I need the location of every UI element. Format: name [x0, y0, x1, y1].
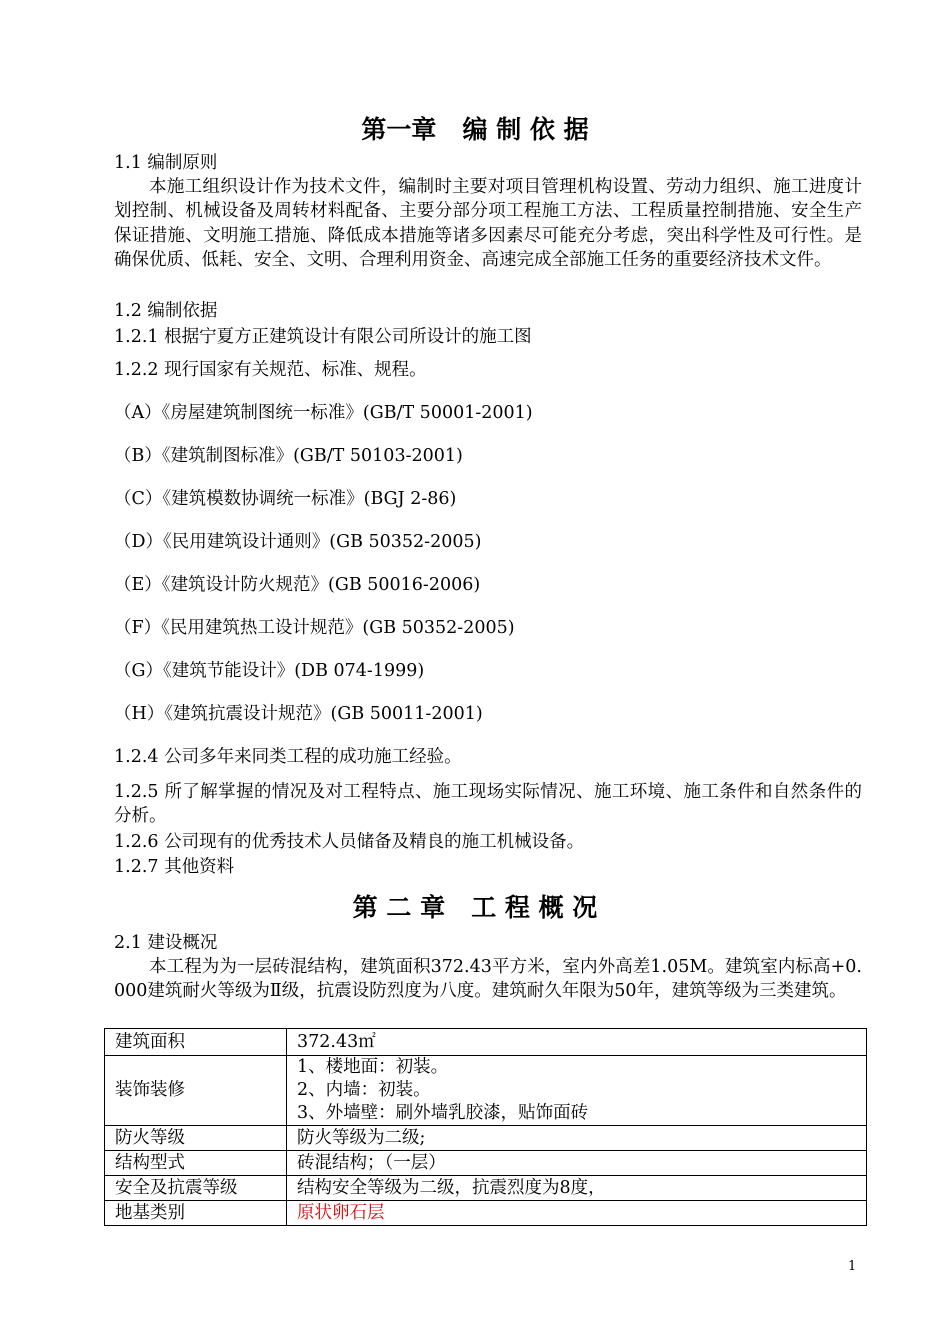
table-row	[105, 1056, 867, 1126]
table-row	[105, 1126, 867, 1151]
table-row	[105, 1151, 867, 1176]
standard-item: （C）《建筑模数协调统一标准》(BGJ 2-86)	[114, 489, 457, 509]
table-label-cell: 结构型式	[105, 1151, 287, 1176]
project-info-table	[104, 1028, 867, 1226]
table-label-cell: 装饰装修	[105, 1056, 287, 1126]
section-1-2-5: 1.2.5 所了解掌握的情况及对工程特点、施工现场实际情况、施工环境、施工条件和自然条件的分析。	[114, 782, 862, 827]
table-label-cell: 地基类别	[105, 1201, 287, 1226]
decor-item: 2、内墙：初装。	[297, 1080, 431, 1100]
table-value-cell	[287, 1056, 867, 1126]
table-value-cell: 372.43㎡	[287, 1029, 867, 1056]
section-1-2-6: 1.2.6 公司现有的优秀技术人员储备及精良的施工机械设备。	[114, 832, 585, 852]
table-value-cell: 防火等级为二级;	[287, 1126, 867, 1151]
page-number: 1	[848, 1259, 857, 1274]
chapter-2-title: 第 二 章 工 程 概 况	[352, 893, 598, 922]
section-1-2-2: 1.2.2 现行国家有关规范、标准、规程。	[114, 360, 427, 380]
table-value-cell: 砖混结构；（一层）	[287, 1151, 867, 1176]
standard-item: （H）《建筑抗震设计规范》(GB 50011-2001)	[114, 704, 483, 724]
table-row	[105, 1176, 867, 1201]
section-1-2-1: 1.2.1 根据宁夏方正建筑设计有限公司所设计的施工图	[114, 327, 532, 347]
table-label-cell: 安全及抗震等级	[105, 1176, 287, 1201]
decor-item: 3、外墙壁：刷外墙乳胶漆，贴饰面砖	[297, 1103, 589, 1123]
table-value-cell: 结构安全等级为二级，抗震烈度为8度，	[287, 1176, 867, 1201]
standard-item: （F）《民用建筑热工设计规范》(GB 50352-2005)	[114, 618, 515, 638]
section-2-1-paragraph: 本工程为为一层砖混结构，建筑面积372.43平方米，室内外高差1.05M。建筑室内标高+0.000建筑耐火等级为Ⅱ级，抗震设防烈度为八度。建筑耐久年限为50年，建筑等级为三类建筑。	[114, 957, 862, 1002]
standard-item: （E）《建筑设计防火规范》(GB 50016-2006)	[114, 575, 481, 595]
section-1-2-7: 1.2.7 其他资料	[114, 857, 235, 877]
section-1-2-heading: 1.2 编制依据	[114, 301, 218, 321]
section-1-1-heading: 1.1 编制原则	[114, 153, 218, 173]
chapter-1-title: 第一章 编 制 依 据	[361, 115, 589, 144]
table-row	[105, 1201, 867, 1226]
standard-item: （B）《建筑制图标准》(GB/T 50103-2001)	[114, 446, 463, 466]
table-label-cell: 防火等级	[105, 1126, 287, 1151]
table-value-cell-highlighted: 原状卵石层	[287, 1201, 867, 1226]
decor-item: 1、楼地面：初装。	[297, 1057, 449, 1077]
standard-item: （G）《建筑节能设计》(DB 074-1999)	[114, 661, 425, 681]
table-label-cell: 建筑面积	[105, 1029, 287, 1056]
standard-item: （D）《民用建筑设计通则》(GB 50352-2005)	[114, 532, 482, 552]
section-1-2-4: 1.2.4 公司多年来同类工程的成功施工经验。	[114, 747, 462, 767]
section-1-1-paragraph: 本施工组织设计作为技术文件，编制时主要对项目管理机构设置、劳动力组织、施工进度计划控制、机械设备及周转材料配备、主要分部分项工程施工方法、工程质量控制措施、安全生产保证措施、文明施工措施、降低成本措施等诸多因素尽可能充分考虑，突出科学性及可行性。是确保优质、低耗、安全、文明、合理利用资金、高速完成全部施工任务的重要经济技术文件。	[114, 177, 862, 271]
standard-item: （A）《房屋建筑制图统一标准》(GB/T 50001-2001)	[114, 403, 533, 423]
table-row	[105, 1029, 867, 1056]
section-2-1-heading: 2.1 建设概况	[114, 933, 218, 953]
